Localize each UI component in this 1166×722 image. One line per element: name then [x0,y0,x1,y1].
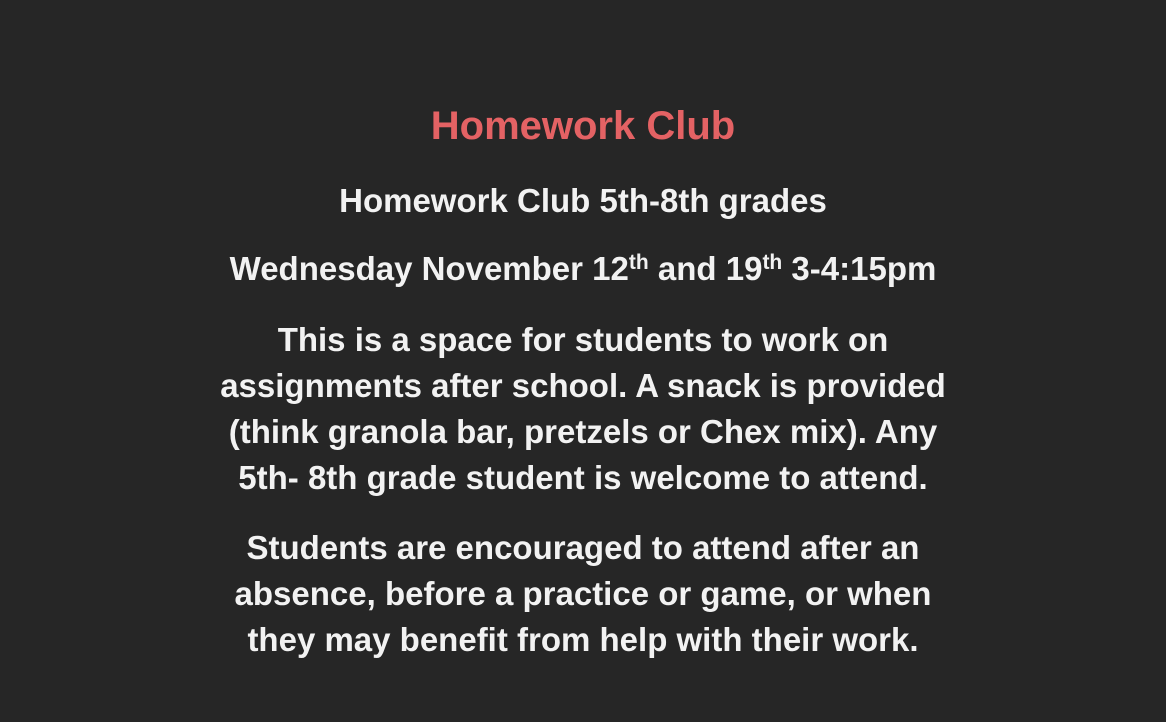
ordinal-suffix: th [628,251,649,274]
schedule-part3: 3-4:15pm [782,250,937,287]
paragraph-line: assignments after school. A snack is provided [220,367,946,404]
ordinal-suffix: th [762,251,783,274]
subtitle: Homework Club 5th-8th grades [339,182,827,219]
schedule-part1: Wednesday November 12 [229,250,629,287]
paragraph-description [220,317,946,501]
paragraph-encouragement [235,525,932,663]
paragraph-line: (think granola bar, pretzels or Chex mix). Any [228,413,938,450]
slide-title: Homework Club [430,104,736,148]
schedule-part2: and 19 [648,250,763,287]
paragraph-line: Students are encouraged to attend after an [246,529,920,566]
paragraph-line: 5th- 8th grade student is welcome to attend. [238,459,928,496]
schedule-line [230,246,937,292]
paragraph-line: This is a space for students to work on [277,321,889,358]
paragraph-line: absence, before a practice or game, or when [234,575,932,612]
paragraph-line: they may benefit from help with their work. [247,621,919,658]
